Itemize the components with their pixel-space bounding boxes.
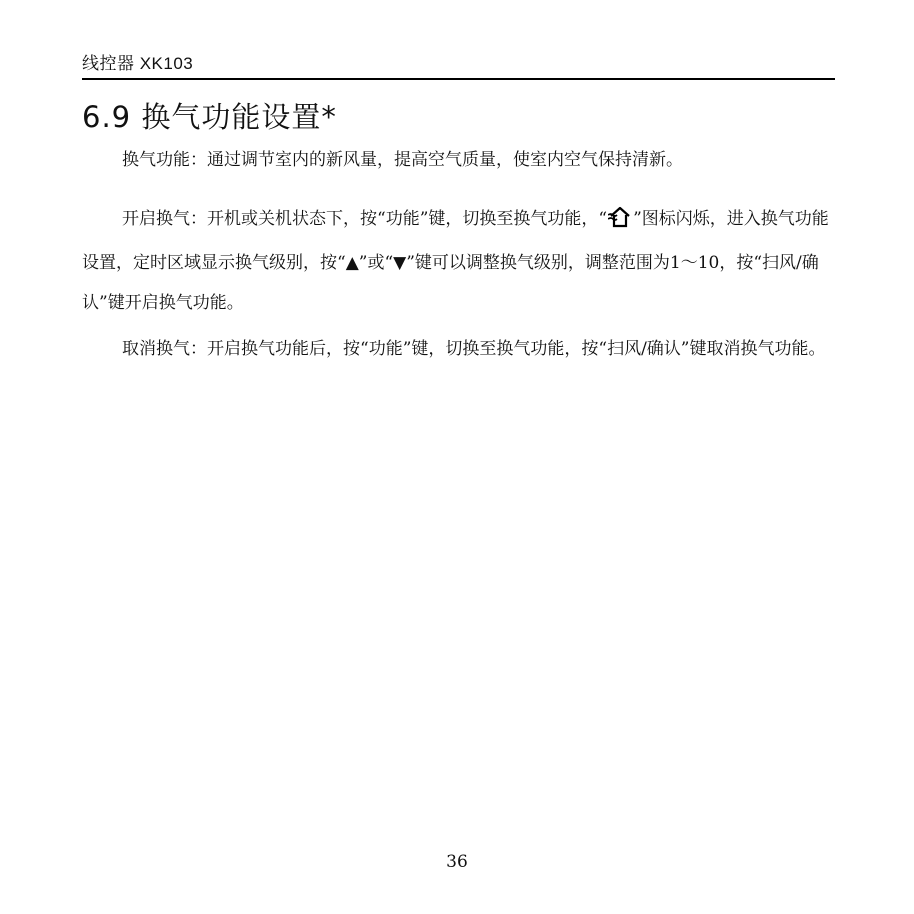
- cancel-text: 取消换气：开启换气功能后，按“功能”键，切换至换气功能，按“扫风/确认”键取消换气功能。: [122, 339, 826, 359]
- intro-text: 换气功能：通过调节室内的新风量，提高空气质量，使室内空气保持清新。: [122, 150, 683, 170]
- house-ventilation-icon: [608, 203, 632, 243]
- paragraph-enable: [82, 199, 834, 323]
- page-number: 36: [446, 852, 468, 872]
- paragraph-intro: [82, 140, 834, 180]
- enable-text-end: ”图标闪烁，进入换气功能设置，定时区域显示换气级别，按“▲”或“▼”键可以调整换气级别，调整范围为1～10，按“扫风/确认”键开启换气功能。: [82, 209, 829, 313]
- header-title: 线控器 XK103: [82, 54, 194, 73]
- page-header: [82, 50, 835, 80]
- paragraph-cancel: [82, 329, 834, 369]
- section-title: 6.9 换气功能设置*: [82, 100, 337, 134]
- enable-text-start: 开启换气：开机或关机状态下，按“功能”键，切换至换气功能，“: [122, 209, 608, 229]
